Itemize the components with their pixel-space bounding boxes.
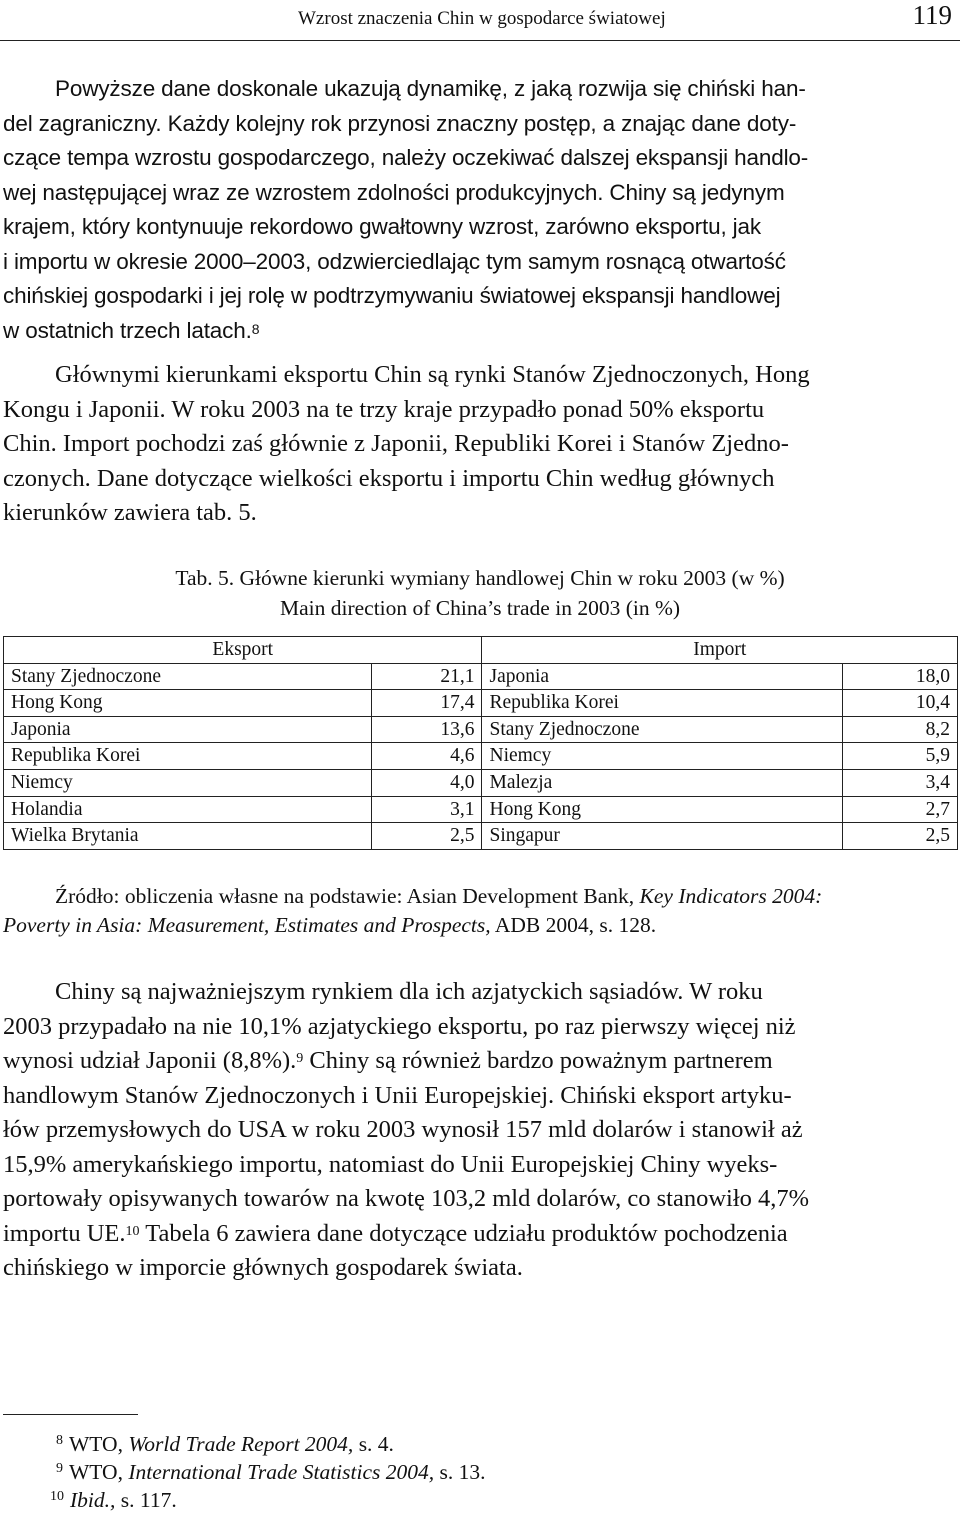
source-prefix: Źródło: obliczenia własne na podstawie: Asian Development Bank, — [55, 884, 635, 908]
text-line: 15,9% amerykańskiego importu, natomiast do Unii Europejskiej Chiny wyeks- — [3, 1150, 778, 1178]
table-source-note — [3, 882, 955, 939]
export-value-cell: 4,6 — [371, 743, 482, 770]
text-line — [3, 314, 955, 349]
text-line — [3, 911, 955, 940]
import-country-cell: Republika Korei — [482, 690, 843, 717]
text-line: Głównymi kierunkami eksportu Chin są rynki Stanów Zjednoczonych, Hong — [55, 361, 810, 388]
export-value-cell: 17,4 — [371, 690, 482, 717]
export-value-cell: 4,0 — [371, 769, 482, 796]
text-line: del zagraniczny. Każdy kolejny rok przynosi znaczny postęp, a znając dane doty- — [3, 110, 797, 136]
footnote-title: Ibid., — [70, 1488, 116, 1512]
footnote-number: 9 — [56, 1461, 63, 1476]
import-value-cell: 8,2 — [843, 716, 958, 743]
footnote-title: World Trade Report 2004, — [128, 1432, 354, 1456]
import-value-cell: 2,7 — [843, 796, 958, 823]
footnote-ref: 8 — [251, 320, 260, 337]
table-caption-english: Main direction of China’s trade in 2003 (in %) — [279, 596, 681, 620]
export-country-cell: Republika Korei — [4, 743, 372, 770]
text-fragment: importu UE. — [3, 1219, 126, 1247]
import-country-cell: Japonia — [482, 663, 843, 690]
text-line — [3, 1044, 955, 1079]
text-line: i importu w okresie 2000–2003, odzwierciedlając tym samym rosnącą otwartość — [3, 248, 786, 274]
text-line: 2003 przypadało na nie 10,1% azjatyckiego eksportu, po raz pierwszy więcej niż — [3, 1012, 796, 1040]
running-header — [0, 0, 960, 41]
source-title: Poverty in Asia: Measurement, Estimates and Prospects, — [3, 912, 491, 937]
export-country-cell: Niemcy — [4, 769, 372, 796]
import-country-cell: Stany Zjednoczone — [482, 716, 843, 743]
footnote-pages: s. 13. — [439, 1460, 486, 1484]
text-line: krajem, który kontynuuje rekordowo gwałtowny wzrost, zarówno eksportu, jak — [3, 214, 761, 239]
export-country-cell: Holandia — [4, 796, 372, 823]
table-row — [4, 769, 958, 796]
footnote-ref: 9 — [296, 1051, 304, 1066]
text-fragment: Chiny są również bardzo poważnym partnerem — [309, 1047, 773, 1074]
import-value-cell: 3,4 — [843, 769, 958, 796]
export-value-cell: 13,6 — [371, 716, 482, 743]
export-country-cell: Wielka Brytania — [4, 823, 372, 850]
text-line: kierunków zawiera tab. 5. — [3, 499, 257, 526]
paragraph-export-directions — [3, 358, 955, 531]
table-row — [4, 690, 958, 717]
text-line: łów przemysłowych do USA w roku 2003 wynosił 157 mld dolarów i stanowił aż — [3, 1116, 803, 1143]
table-row — [4, 823, 958, 850]
text-line: Kongu i Japonii. W roku 2003 na te trzy kraje przypadło ponad 50% eksportu — [3, 395, 765, 423]
export-value-cell: 3,1 — [371, 796, 482, 823]
running-title: Wzrost znaczenia Chin w gospodarce światowej — [298, 8, 666, 29]
import-country-cell: Niemcy — [482, 743, 843, 770]
text-line: Chin. Import pochodzi zaś głównie z Japonii, Republiki Korei i Stanów Zjedno- — [3, 430, 789, 457]
text-line: czonych. Dane dotyczące wielkości eksportu i importu Chin według głównych — [3, 464, 775, 492]
text-line: chińskiego w imporcie głównych gospodarek świata. — [3, 1254, 523, 1281]
text-line: portowały opisywanych towarów na kwotę 103,2 mld dolarów, co stanowiło 4,7% — [3, 1185, 810, 1212]
footnote-number: 8 — [56, 1433, 63, 1448]
import-country-cell: Malezja — [482, 769, 843, 796]
export-country-cell: Stany Zjednoczone — [4, 663, 372, 690]
text-line — [3, 882, 955, 911]
text-line — [3, 1217, 955, 1252]
text-line: wej następującej wraz ze wzrostem zdolności produkcyjnych. Chiny są jedynym — [3, 179, 785, 205]
footnote-title: International Trade Statistics 2004, — [128, 1460, 435, 1484]
table-caption: Tab. 5. Główne kierunki wymiany handlowej Chin w roku 2003 (w %) — [175, 566, 785, 590]
footnote-8 — [56, 1432, 394, 1457]
footnote-author: WTO, — [69, 1460, 123, 1484]
column-header-import: Import — [482, 637, 958, 664]
import-value-cell: 2,5 — [843, 823, 958, 850]
export-country-cell: Japonia — [4, 716, 372, 743]
import-value-cell: 5,9 — [843, 743, 958, 770]
import-country-cell: Hong Kong — [482, 796, 843, 823]
text-fragment: w ostatnich trzech latach. — [3, 317, 252, 343]
footnote-pages: s. 4. — [358, 1432, 394, 1456]
table-row — [4, 743, 958, 770]
page-number: 119 — [912, 0, 952, 30]
export-country-cell: Hong Kong — [4, 690, 372, 717]
table-header-row — [4, 637, 958, 664]
text-line: handlowym Stanów Zjednoczonych i Unii Europejskiej. Chiński eksport artyku- — [3, 1081, 792, 1109]
column-header-export: Eksport — [4, 637, 482, 664]
footnote-number: 10 — [50, 1489, 64, 1504]
paragraph-trade-dynamics — [3, 72, 955, 348]
export-value-cell: 2,5 — [371, 823, 482, 850]
footnote-ref: 10 — [125, 1223, 140, 1239]
paragraph-asian-markets — [3, 975, 955, 1286]
text-fragment: wynosi udział Japonii (8,8%). — [3, 1047, 297, 1074]
footnote-separator — [3, 1414, 138, 1415]
export-value-cell: 21,1 — [371, 663, 482, 690]
import-value-cell: 10,4 — [843, 690, 958, 717]
footnote-9 — [56, 1460, 486, 1485]
import-country-cell: Singapur — [482, 823, 843, 850]
footnote-10 — [50, 1488, 177, 1513]
trade-directions-table — [3, 636, 958, 850]
text-line: czące tempa wzrostu gospodarczego, należy oczekiwać dalszej ekspansji handlo- — [3, 145, 809, 170]
table-row — [4, 796, 958, 823]
text-line: Powyższe dane doskonale ukazują dynamikę, z jaką rozwija się chiński han- — [55, 76, 806, 101]
source-title: Key Indicators 2004: — [639, 884, 823, 908]
text-line: Chiny są najważniejszym rynkiem dla ich azjatyckich sąsiadów. W roku — [55, 978, 763, 1005]
text-line: chińskiej gospodarki i jej rolę w podtrzymywaniu światowej ekspansji handlowej — [3, 283, 781, 308]
footnote-author: WTO, — [69, 1432, 123, 1456]
table-row — [4, 663, 958, 690]
source-suffix: ADB 2004, s. 128. — [494, 912, 657, 937]
footnote-pages: s. 117. — [120, 1488, 177, 1512]
table-row — [4, 716, 958, 743]
import-value-cell: 18,0 — [843, 663, 958, 690]
text-fragment: Tabela 6 zawiera dane dotyczące udziału produktów pochodzenia — [145, 1219, 788, 1247]
